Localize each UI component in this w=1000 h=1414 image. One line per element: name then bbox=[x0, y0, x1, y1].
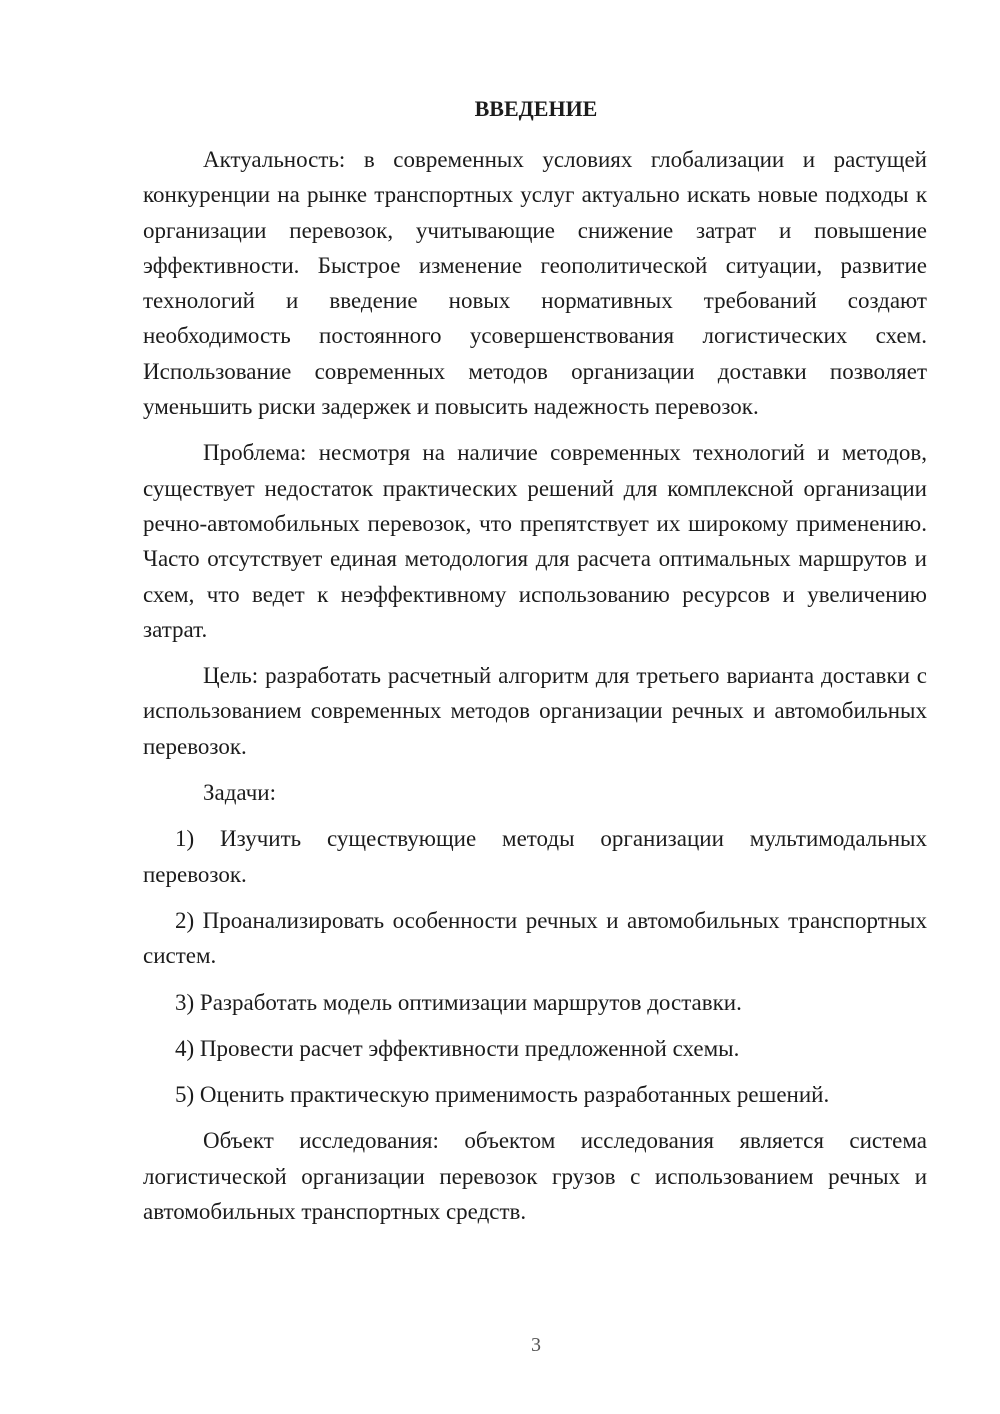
page-title: ВВЕДЕНИЕ bbox=[474, 96, 598, 121]
tasks-heading: Задачи: bbox=[203, 780, 276, 806]
paragraph-relevance: Актуальность: в современных условиях глобализации и растущей конкуренции на рынке транспортных услуг актуально искать новые подходы к организации перевозок, учитывающие снижение затрат и повышение эффективности. Быстрое изменение геополитической ситуации, развитие технологий и введение новых нормативных требований создают необходимость постоянного усовершенствования логистических схем. Использование современных методов организации доставки позволяет уменьшить риски задержек и повысить надежность перевозок. bbox=[143, 147, 927, 420]
paragraph-problem: Проблема: несмотря на наличие современных технологий и методов, существует недостаток практических решений для комплексной организации речно-автомобильных перевозок, что препятствует их широкому применению. Часто отсутствует единая методология для расчета оптимальных маршрутов и схем, что ведет к неэффективному использованию ресурсов и увеличению затрат. bbox=[143, 440, 927, 642]
paragraph-goal: Цель: разработать расчетный алгоритм для третьего варианта доставки с использованием современных методов организации речных и автомобильных перевозок. bbox=[143, 663, 927, 759]
task-item: 1) Изучить существующие методы организации мультимодальных перевозок. bbox=[143, 826, 927, 887]
task-item: 4) Провести расчет эффективности предложенной схемы. bbox=[175, 1035, 740, 1061]
task-item: 5) Оценить практическую применимость разработанных решений. bbox=[175, 1082, 830, 1108]
page-number: 3 bbox=[531, 1334, 541, 1356]
task-item: 2) Проанализировать особенности речных и автомобильных транспортных систем. bbox=[143, 907, 927, 969]
task-item: 3) Разработать модель оптимизации маршрутов доставки. bbox=[175, 989, 742, 1015]
document-body bbox=[143, 142, 927, 1229]
paragraph-object: Объект исследования: объектом исследования является система логистической организации перевозок грузов с использованием речных и автомобильных транспортных средств. bbox=[143, 1128, 927, 1225]
